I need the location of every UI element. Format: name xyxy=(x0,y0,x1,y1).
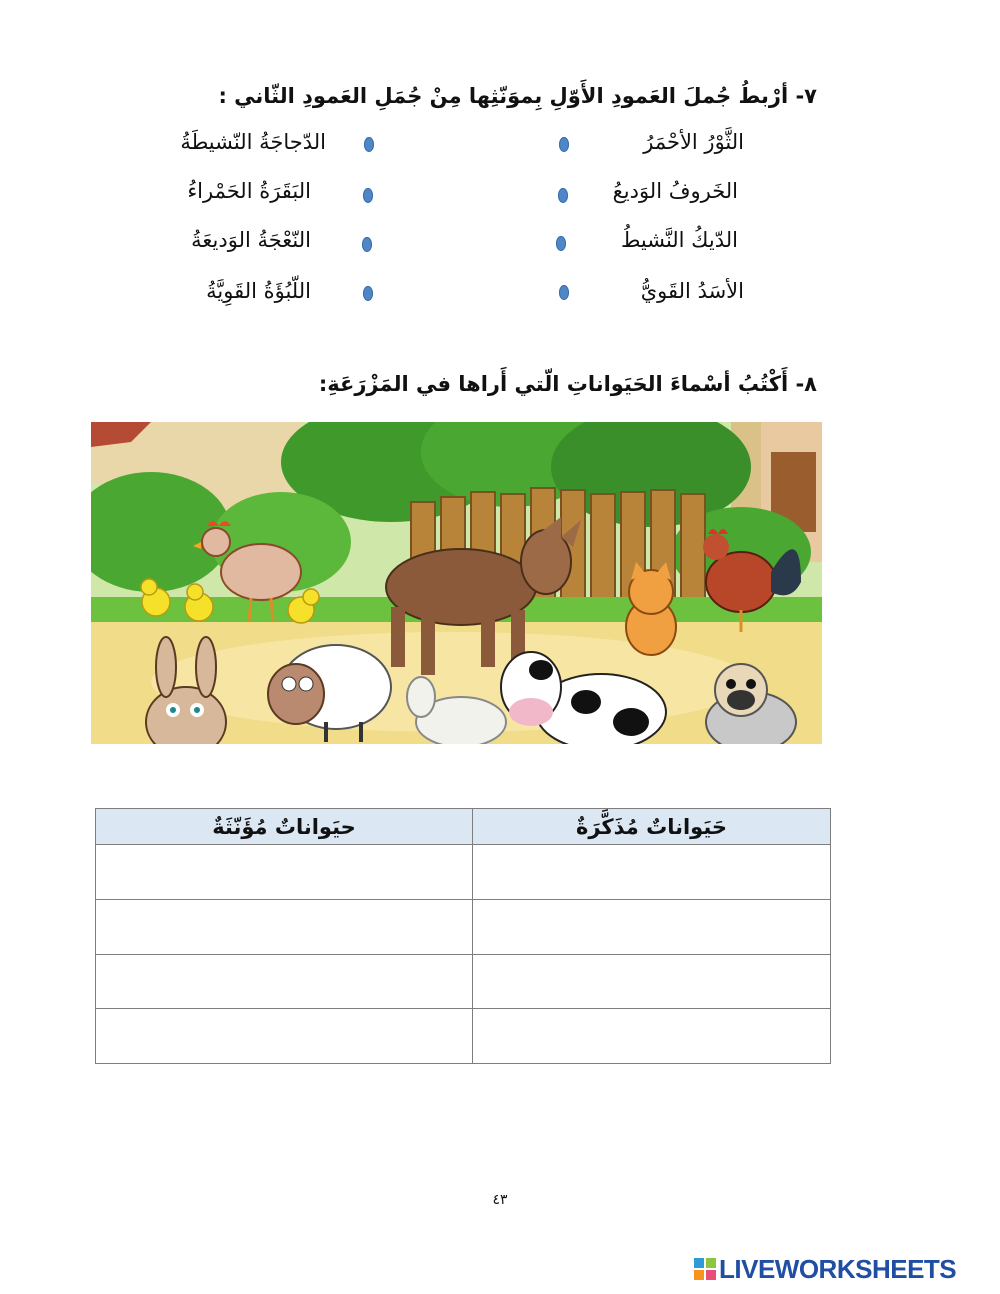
match-right-item-2: الخَروفُ الوَديعُ xyxy=(612,179,738,203)
match-right-dot-1[interactable] xyxy=(559,137,569,152)
liveworksheets-logo-icon xyxy=(694,1258,716,1280)
table-row xyxy=(96,1009,831,1064)
feminine-answer-input-4[interactable] xyxy=(96,1009,472,1063)
header-masculine-animals: حَيَواناتٌ مُذَكَّرَةٌ xyxy=(473,809,831,845)
feminine-cell-1[interactable] xyxy=(96,845,473,900)
match-left-dot-3[interactable] xyxy=(362,237,372,252)
question-8-title: ٨- أَكْتُبُ أسْماءَ الحَيَواناتِ الّتي أَراها في المَزْرَعَةِ: xyxy=(318,372,817,396)
table-header-row xyxy=(96,809,831,845)
liveworksheets-logo[interactable] xyxy=(694,1255,956,1283)
question-7-title: ٧- أرْبطُ جُملَ العَمودِ الأَوّلِ بِموَنّثِها مِنْ جُمَلِ العَمودِ الثّاني : xyxy=(218,84,817,108)
match-left-dot-1[interactable] xyxy=(364,137,374,152)
header-feminine-animals: حيَواناتٌ مُؤَنّثَةٌ xyxy=(96,809,473,845)
feminine-answer-input-3[interactable] xyxy=(96,955,472,1009)
cat-icon xyxy=(626,562,676,655)
masculine-answer-input-1[interactable] xyxy=(473,845,830,899)
page-number: ٤٣ xyxy=(492,1192,508,1208)
feminine-cell-2[interactable] xyxy=(96,899,473,954)
match-right-dot-4[interactable] xyxy=(559,285,569,300)
match-right-dot-2[interactable] xyxy=(558,188,568,203)
table-row xyxy=(96,954,831,1009)
match-left-dot-2[interactable] xyxy=(363,188,373,203)
masculine-cell-2[interactable] xyxy=(473,899,831,954)
farm-illustration xyxy=(91,422,822,744)
table-row xyxy=(96,899,831,954)
table-row xyxy=(96,845,831,900)
masculine-answer-input-3[interactable] xyxy=(473,955,830,1009)
masculine-cell-1[interactable] xyxy=(473,845,831,900)
match-right-dot-3[interactable] xyxy=(556,236,566,251)
match-right-item-3: الدّيكُ النَّشيطُ xyxy=(620,228,738,252)
masculine-answer-input-2[interactable] xyxy=(473,900,830,954)
answer-table xyxy=(95,808,831,1064)
match-right-item-1: الثَّوْرُ الأحْمَرُ xyxy=(643,130,744,154)
feminine-answer-input-1[interactable] xyxy=(96,845,472,899)
match-right-item-4: الأسَدُ القَويُّ xyxy=(640,279,744,303)
feminine-cell-4[interactable] xyxy=(96,1009,473,1064)
masculine-cell-3[interactable] xyxy=(473,954,831,1009)
feminine-cell-3[interactable] xyxy=(96,954,473,1009)
masculine-cell-4[interactable] xyxy=(473,1009,831,1064)
match-left-item-1: الدّجاجَةُ النّشيطَةُ xyxy=(180,130,326,154)
liveworksheets-logo-text: LIVEWORKSHEETS xyxy=(719,1253,957,1284)
masculine-answer-input-4[interactable] xyxy=(473,1009,830,1063)
match-left-item-4: اللّبُؤَةُ القَوِيَّةُ xyxy=(206,279,311,303)
match-left-item-3: النّعْجَةُ الوَديعَةُ xyxy=(191,228,311,252)
match-left-dot-4[interactable] xyxy=(363,286,373,301)
feminine-answer-input-2[interactable] xyxy=(96,900,472,954)
match-left-item-2: البَقَرَةُ الحَمْراءُ xyxy=(187,179,311,203)
